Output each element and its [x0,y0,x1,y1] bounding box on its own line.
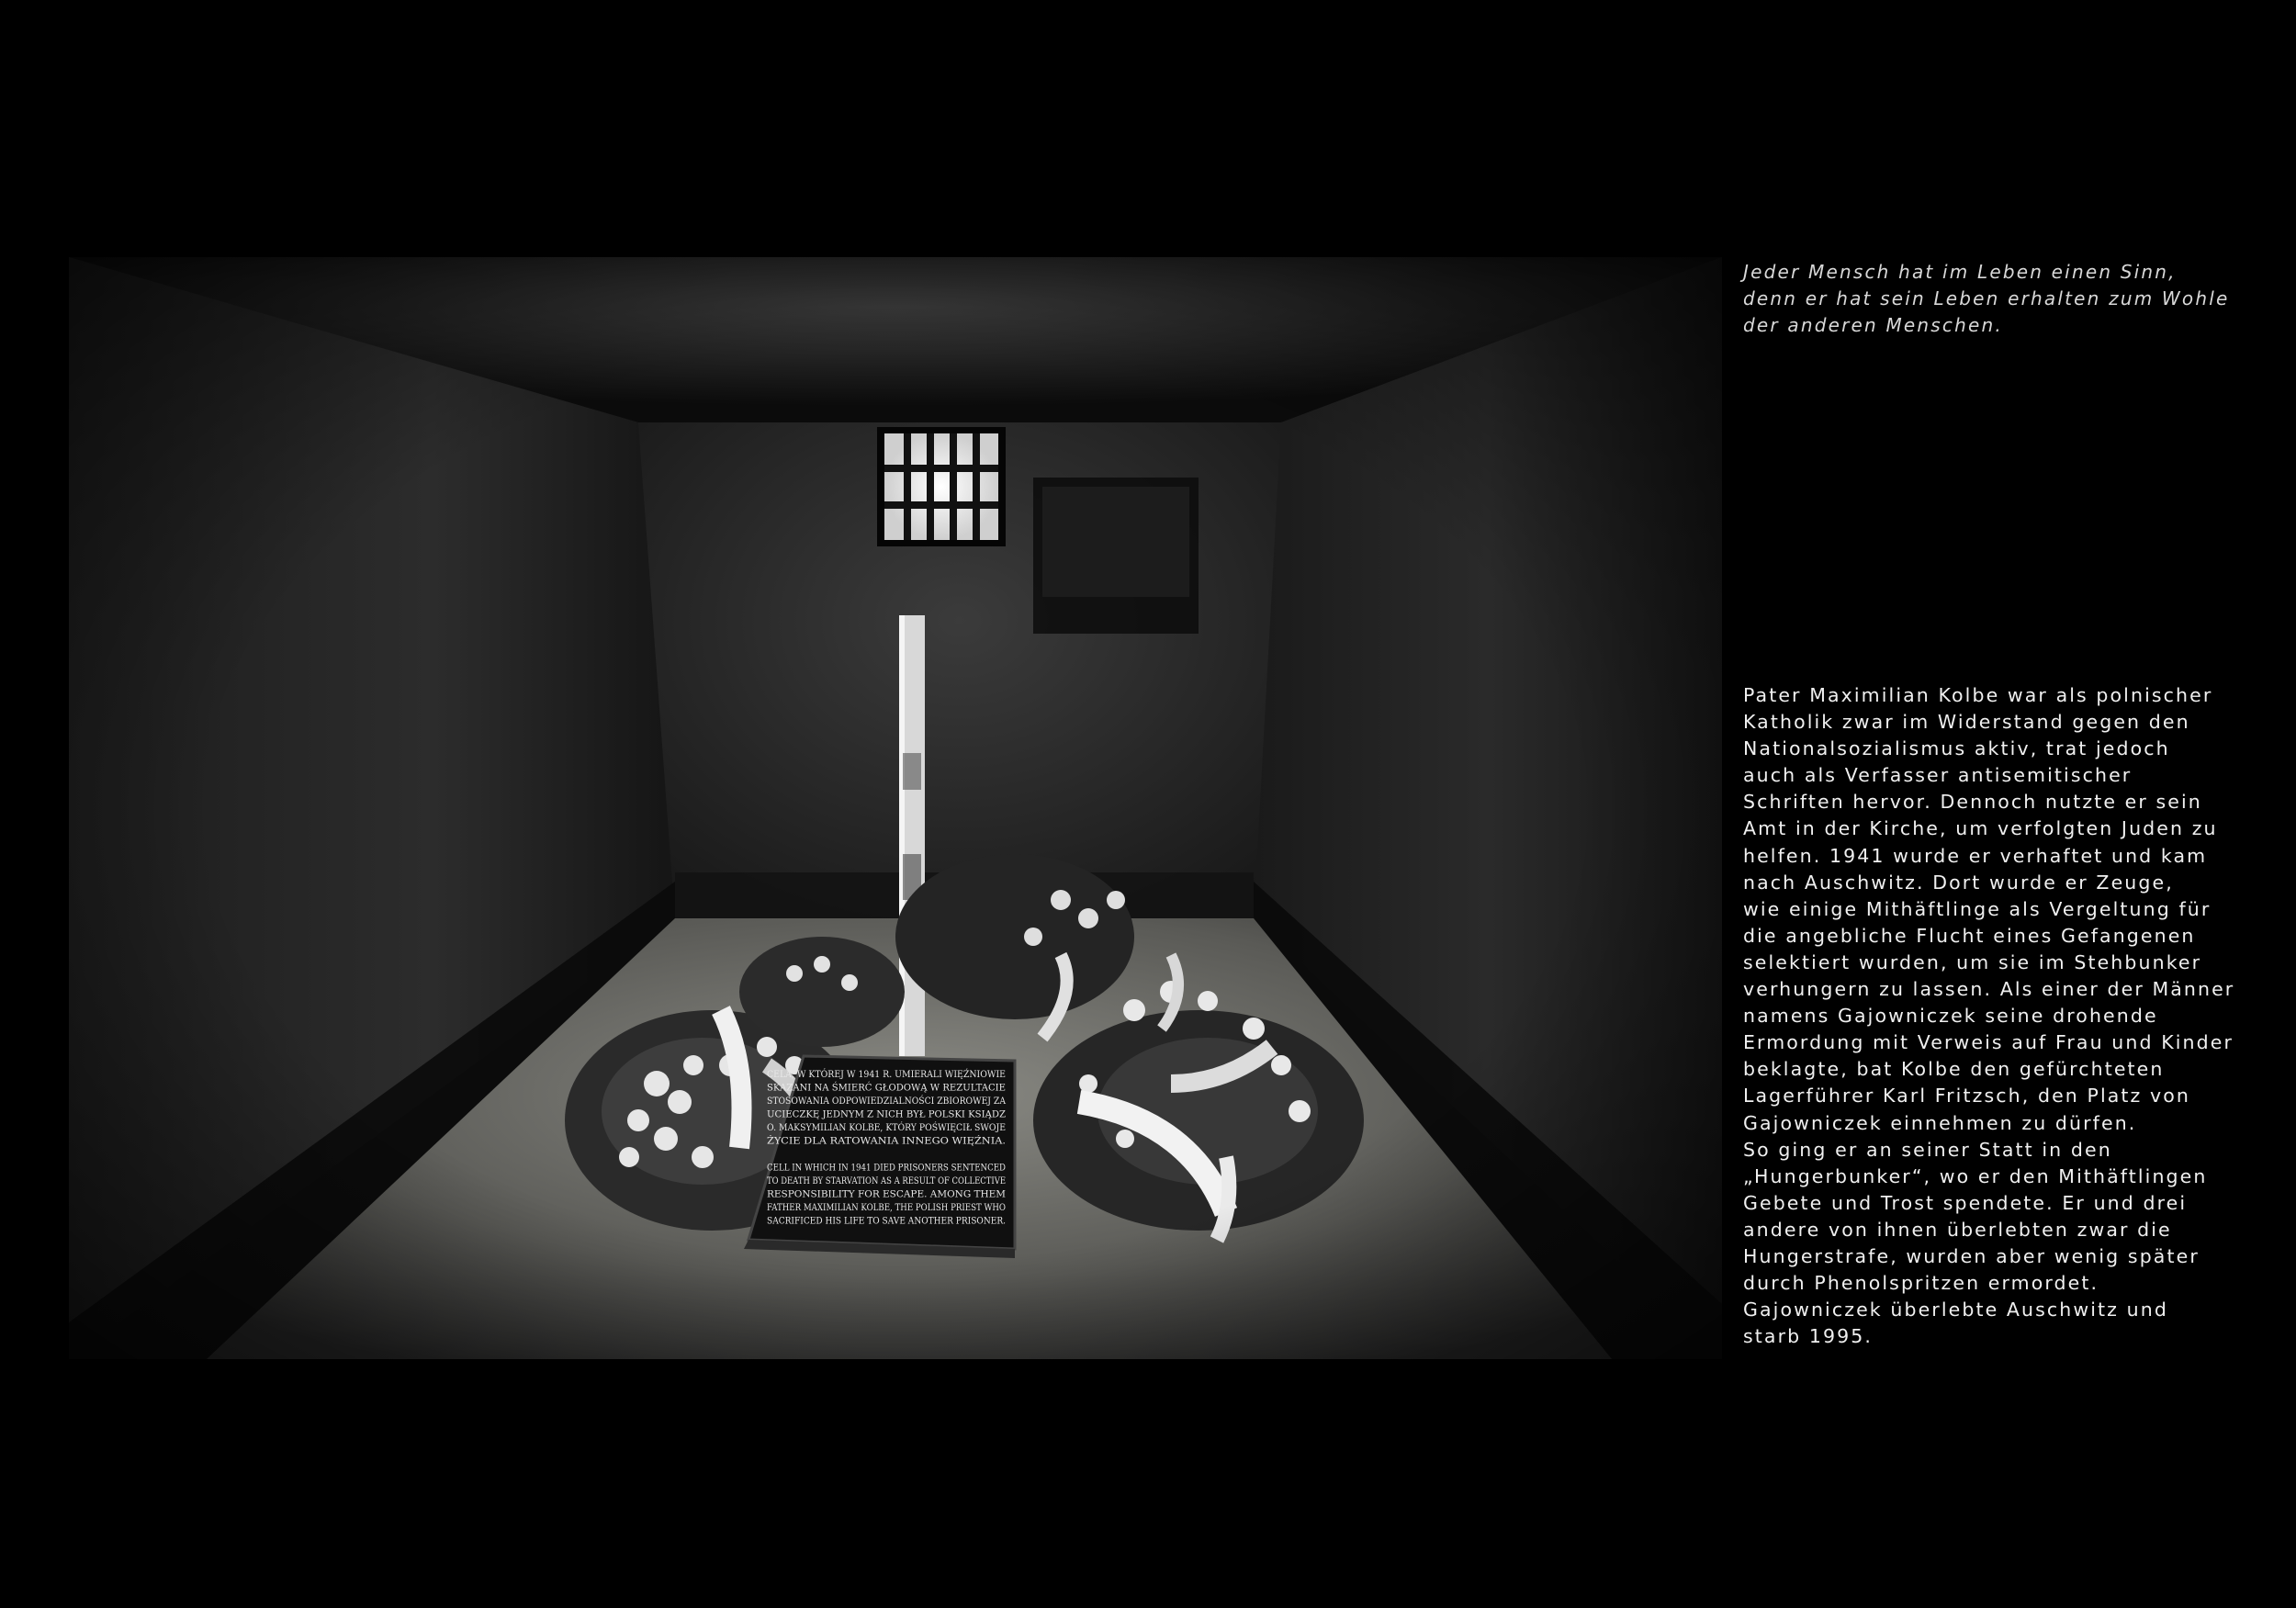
quote-line: denn er hat sein Leben erhalten zum Wohle [1743,287,2230,309]
body-line: Pater Maximilian Kolbe war als polnischer [1743,684,2213,706]
body-line: Katholik zwar im Widerstand gegen den [1743,711,2190,734]
quote-text [1743,259,2257,339]
body-paragraph [1743,682,2257,1350]
body-line: durch Phenolspritzen ermordet. [1743,1272,2099,1295]
cell-photograph [69,257,1722,1359]
body-line: namens Gajowniczek seine drohende [1743,1005,2158,1028]
cell-photo-image [69,257,1722,1359]
body-line: Gajowniczek einnehmen zu dürfen. [1743,1111,2137,1134]
body-line: Lagerführer Karl Fritzsch, den Platz von [1743,1085,2190,1108]
body-line: Gebete und Trost spendete. Er und drei [1743,1191,2188,1214]
body-line: beklagte, bat Kolbe den gefürchteten [1743,1058,2165,1081]
body-line: Nationalsozialismus aktiv, trat jedoch [1743,737,2170,760]
body-line: helfen. 1941 wurde er verhaftet und kam [1743,844,2208,867]
body-line: starb 1995. [1743,1325,1874,1348]
body-line: So ging er an seiner Statt in den [1743,1138,2112,1161]
body-line: andere von ihnen überlebten zwar die [1743,1218,2172,1241]
body-line: verhungern zu lassen. Als einer der Männer [1743,978,2235,1001]
body-line: selektiert wurden, um sie im Stehbunker [1743,950,2202,973]
quote-line: der anderen Menschen. [1743,314,2003,336]
body-line: nach Auschwitz. Dort wurde er Zeuge, [1743,871,2174,894]
quote-line: Jeder Mensch hat im Leben einen Sinn, [1743,261,2177,283]
body-line: Schriften hervor. Dennoch nutzte er sein [1743,791,2202,814]
body-line: auch als Verfasser antisemitischer [1743,764,2133,787]
body-line: wie einige Mithäftlinge als Vergeltung für [1743,897,2212,920]
body-line: Amt in der Kirche, um verfolgten Juden zu [1743,817,2218,840]
body-line: Ermordung mit Verweis auf Frau und Kinder [1743,1031,2234,1054]
body-line: Hungerstrafe, wurden aber wenig später [1743,1244,2200,1267]
body-line: die angebliche Flucht eines Gefangenen [1743,924,2196,947]
body-line: „Hungerbunker“, wo er den Mithäftlingen [1743,1164,2208,1187]
body-line: Gajowniczek überlebte Auschwitz und [1743,1299,2168,1321]
